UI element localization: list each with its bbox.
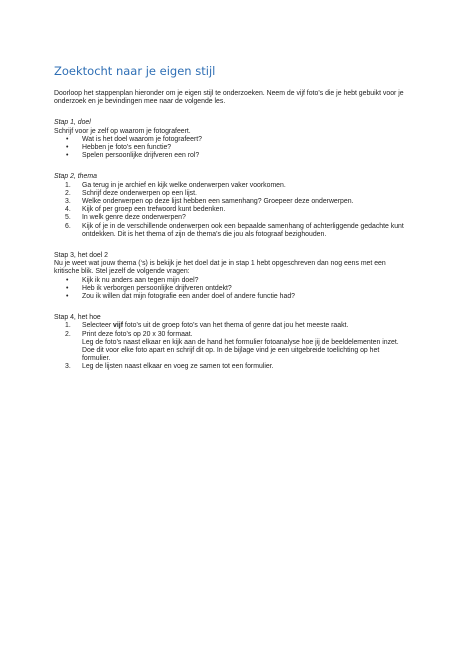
step-2-list — [54, 182, 406, 239]
step-3-lead: Nu je weet wat jouw thema (‘s) is bekijk je het doel dat je in stap 1 hebt opgeschreven dan nog eens met een kritische blik. Stel jezelf de volgende vragen: — [54, 260, 386, 276]
list-item: 2. Print deze foto’s op 20 x 30 formaat. — [65, 330, 193, 338]
bullet-icon: • — [66, 293, 69, 301]
step-3-section — [54, 252, 406, 301]
document-page — [54, 64, 406, 385]
step-4-title: Stap 4, het hoe — [54, 314, 101, 322]
step-4-continuation: Leg de foto’s naast elkaar en kijk aan de hand het formulier fotoanalyse hoe jij de beeldelementen inzet. Doe dit voor elke foto apart en schrijf dit op. In de bijlage vind je een uitgebreide toelichting op het formulier. — [82, 338, 399, 363]
page-title: Zoektocht naar je eigen stijl — [54, 64, 216, 78]
step-4-section — [54, 314, 406, 371]
list-item: • Kijk ik nu anders aan tegen mijn doel? — [66, 276, 199, 284]
list-item: 3. Welke onderwerpen op deze lijst hebben een samenhang? Groepeer deze onderwerpen. — [65, 198, 354, 206]
list-item: 1. Selecteer vijf foto’s uit de groep foto’s van het thema of genre dat jou het meeste raakt. — [65, 322, 349, 330]
step-4-list-continued — [54, 363, 406, 371]
bullet-icon: • — [66, 152, 69, 160]
step-2-section — [54, 173, 406, 239]
list-item: • Spelen persoonlijke drijfveren een rol? — [66, 152, 200, 160]
step-1-section — [54, 119, 406, 160]
emphasis-text: vijf — [113, 322, 123, 330]
bullet-icon: • — [66, 276, 69, 284]
list-item: • Heb ik verborgen persoonlijke drijfveren ontdekt? — [66, 284, 232, 292]
step-2-title: Stap 2, thema — [54, 173, 97, 181]
step-1-title: Stap 1, doel — [54, 119, 91, 127]
bullet-icon: • — [66, 144, 69, 152]
list-item: 4. Kijk of per groep een trefwoord kunt bedenken. — [65, 206, 226, 214]
step-4-list — [54, 322, 406, 338]
list-item: • Zou ik willen dat mijn fotografie een ander doel of andere functie had? — [66, 293, 295, 301]
step-1-lead: Schrijf voor je zelf op waarom je fotografeert. — [54, 127, 191, 135]
bullet-icon: • — [66, 284, 69, 292]
list-item: 1. Ga terug in je archief en kijk welke onderwerpen vaker voorkomen. — [65, 181, 286, 189]
list-item: 2. Schrijf deze onderwerpen op een lijst. — [65, 189, 197, 197]
list-item: • Hebben je foto’s een functie? — [66, 144, 172, 152]
list-item: 3. Leg de lijsten naast elkaar en voeg ze samen tot een formulier. — [65, 363, 274, 371]
step-3-list — [54, 277, 406, 302]
list-item: 5. In welk genre deze onderwerpen? — [65, 214, 186, 222]
bullet-icon: • — [66, 135, 69, 143]
intro-paragraph: Doorloop het stappenplan hieronder om je eigen stijl te onderzoeken. Neem de vijf foto’s die je hebt gebuikt voor je onderzoek en je bevindingen mee naar de volgende les. — [54, 90, 404, 106]
step-3-title: Stap 3, het doel 2 — [54, 252, 109, 260]
list-item: 6. Kijk of je in de verschillende onderwerpen ook een bepaalde samenhang of achterliggende gedachte kunt ontdekken. Dit is het thema of zijn de thema’s die jou als fotograaf bezighouden. — [65, 222, 404, 238]
list-item: • Wat is het doel waarom je fotografeert? — [66, 135, 203, 143]
step-1-list — [54, 136, 406, 161]
